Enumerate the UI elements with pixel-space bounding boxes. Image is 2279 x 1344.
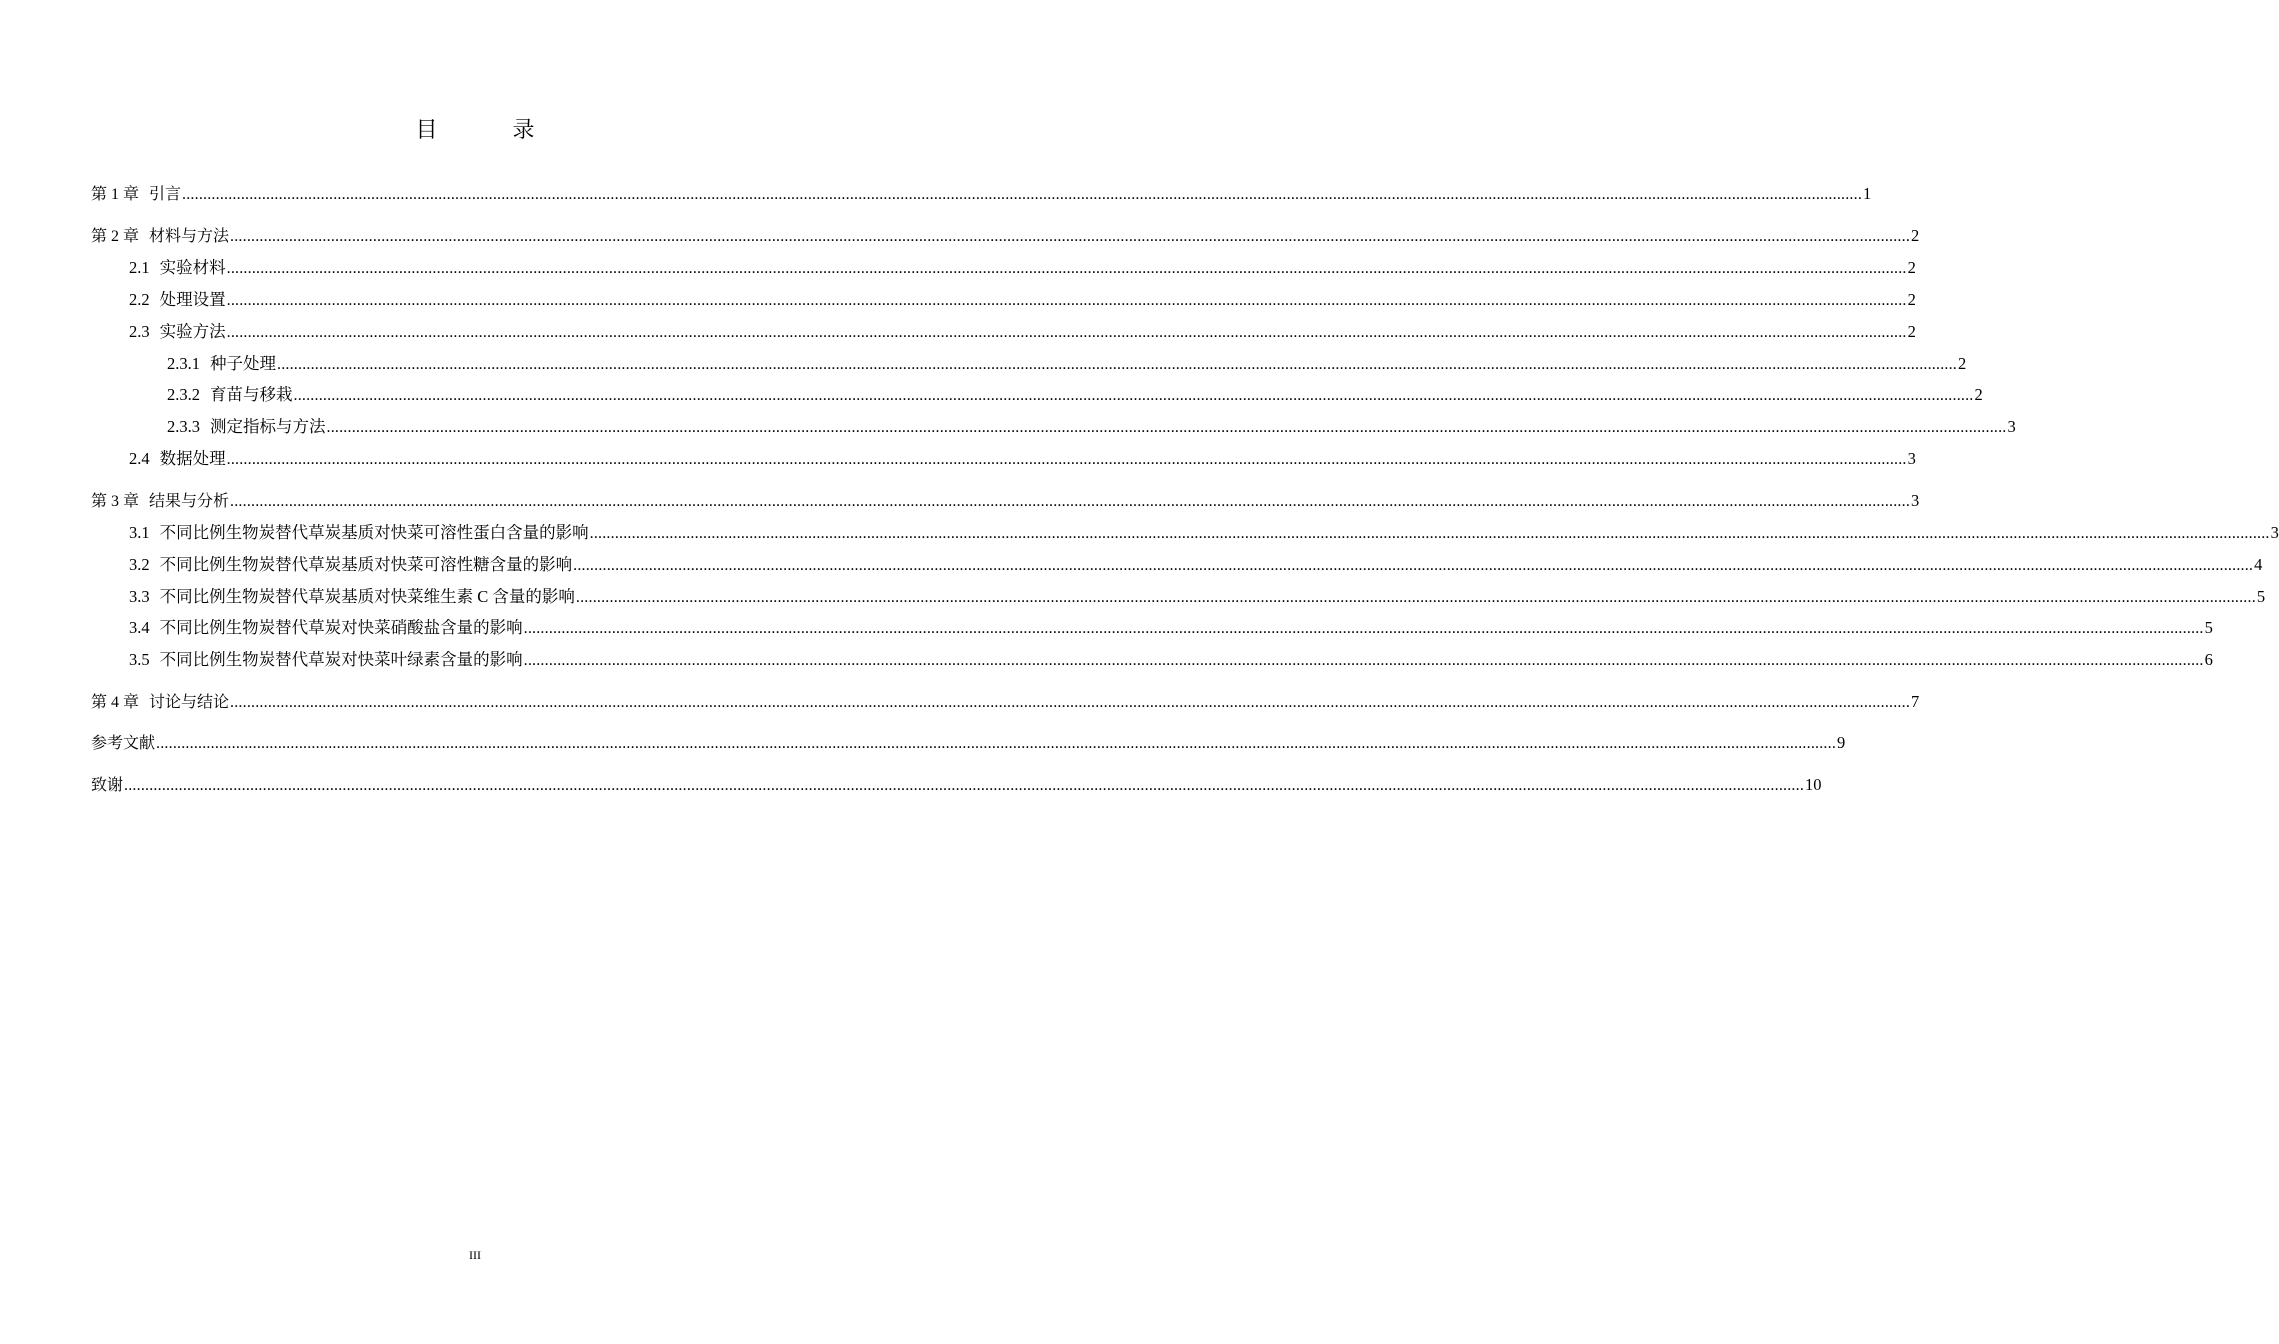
toc-dot-leader: ................................................................................................................................................................................................................................................................................................................................................................................................................	[293, 387, 1974, 404]
toc-entry-title: 材料与方法	[149, 226, 230, 245]
toc-dot-leader: ................................................................................................................................................................................................................................................................................................................................................................................................................	[589, 525, 2270, 542]
toc-page-number: 10	[1805, 775, 1822, 794]
toc-entry-title: 实验材料	[159, 258, 226, 277]
toc-entry-text	[167, 415, 326, 439]
toc-dot-leader: ................................................................................................................................................................................................................................................................................................................................................................................................................	[277, 356, 1957, 373]
toc-entry-title: 不同比例生物炭替代草炭基质对快菜可溶性蛋白含量的影响	[159, 523, 589, 542]
toc-entry-text	[167, 383, 293, 407]
toc-entry-text	[91, 224, 229, 249]
toc-entry[interactable]	[129, 616, 2213, 640]
toc-dot-leader: ................................................................................................................................................................................................................................................................................................................................................................................................................	[523, 652, 2204, 669]
toc-entry-text	[91, 489, 229, 514]
toc-entry-number: 2.3.2	[167, 385, 200, 404]
toc-entry-text	[129, 521, 589, 545]
toc-page-number: 6	[2204, 650, 2213, 669]
toc-entry[interactable]	[129, 288, 1916, 312]
toc-entry[interactable]	[129, 585, 2266, 609]
toc-dot-leader: ................................................................................................................................................................................................................................................................................................................................................................................................................	[226, 451, 1907, 468]
toc-page-number: 5	[2256, 587, 2266, 606]
toc-entry[interactable]	[91, 731, 1846, 755]
toc-page-number: 2	[1907, 258, 1916, 277]
toc-entry-text	[129, 320, 226, 344]
toc-entry-title: 参考文献	[91, 733, 156, 752]
toc-dot-leader: ................................................................................................................................................................................................................................................................................................................................................................................................................	[230, 228, 1911, 245]
toc-entry-number: 3.5	[129, 650, 150, 669]
toc-heading: 目 录	[415, 118, 569, 143]
toc-page-number: 2	[1907, 290, 1916, 309]
toc-entry-title: 处理设置	[159, 290, 226, 309]
toc-dot-leader: ................................................................................................................................................................................................................................................................................................................................................................................................................	[230, 694, 1911, 711]
toc-entry[interactable]	[129, 256, 1916, 280]
toc-page-number: 9	[1837, 733, 1846, 752]
toc-entry[interactable]	[91, 224, 1920, 248]
toc-page-number: 2	[1974, 385, 1983, 404]
toc-entry-number: 2.3	[129, 322, 150, 341]
toc-dot-leader: ................................................................................................................................................................................................................................................................................................................................................................................................................	[124, 777, 1805, 794]
toc-entry-text	[129, 447, 226, 471]
toc-entry-text	[91, 182, 181, 207]
toc-page-number: 2	[1911, 226, 1920, 245]
toc-entry-text	[129, 256, 226, 280]
toc-entry-title: 不同比例生物炭替代草炭对快菜硝酸盐含量的影响	[159, 618, 523, 637]
toc-entry-text	[129, 616, 523, 640]
toc-entry[interactable]	[129, 521, 2279, 545]
toc-entry[interactable]	[91, 182, 1872, 206]
toc-entry-title: 引言	[149, 184, 182, 203]
toc-entry-number: 第 4 章	[91, 694, 140, 711]
toc-entry[interactable]	[91, 489, 1920, 513]
toc-entry-title: 致谢	[91, 775, 124, 794]
toc-entry-title: 结果与分析	[149, 491, 230, 510]
toc-entry-number: 3.4	[129, 618, 150, 637]
toc-dot-leader: ................................................................................................................................................................................................................................................................................................................................................................................................................	[573, 557, 2254, 574]
toc-entry[interactable]	[167, 383, 1983, 407]
toc-entry-text	[91, 690, 229, 715]
toc-entry-title: 不同比例生物炭替代草炭基质对快菜可溶性糖含量的影响	[159, 555, 573, 574]
toc-dot-leader: ................................................................................................................................................................................................................................................................................................................................................................................................................	[182, 186, 1863, 203]
toc-dot-leader: ................................................................................................................................................................................................................................................................................................................................................................................................................	[575, 589, 2256, 606]
toc-entry-number: 第 2 章	[91, 228, 140, 245]
toc-page-number: 7	[1911, 692, 1920, 711]
toc-page-number: 1	[1863, 184, 1872, 203]
toc-entry-title: 讨论与结论	[149, 692, 230, 711]
toc-entry-text	[167, 352, 276, 376]
toc-dot-leader: ................................................................................................................................................................................................................................................................................................................................................................................................................	[226, 324, 1907, 341]
toc-dot-leader: ................................................................................................................................................................................................................................................................................................................................................................................................................	[156, 735, 1837, 752]
toc-entry[interactable]	[129, 320, 1916, 344]
toc-dot-leader: ................................................................................................................................................................................................................................................................................................................................................................................................................	[326, 419, 2007, 436]
toc-entry[interactable]	[129, 447, 1916, 471]
toc-entry-text	[129, 288, 226, 312]
toc-page-number: 3	[2007, 417, 2016, 436]
toc-page-number: 4	[2254, 555, 2263, 574]
toc-page-number: 3	[1911, 491, 1920, 510]
toc-entry-number: 2.4	[129, 449, 150, 468]
toc-entry-text	[91, 773, 123, 797]
toc-entry-title: 实验方法	[159, 322, 226, 341]
toc-dot-leader: ................................................................................................................................................................................................................................................................................................................................................................................................................	[226, 292, 1907, 309]
toc-entry-text	[129, 585, 575, 609]
toc-entry[interactable]	[167, 352, 1967, 376]
page-number-footer: III	[469, 1248, 481, 1262]
toc-entry[interactable]	[129, 553, 2263, 577]
toc-entry-number: 2.3.1	[167, 354, 200, 373]
toc-entry[interactable]	[167, 415, 2016, 439]
toc-entry-text	[129, 553, 572, 577]
toc-entry-title: 数据处理	[159, 449, 226, 468]
toc-entry-title: 测定指标与方法	[210, 417, 326, 436]
toc-dot-leader: ................................................................................................................................................................................................................................................................................................................................................................................................................	[230, 493, 1911, 510]
toc-entry[interactable]	[91, 690, 1920, 714]
toc-entry-number: 3.2	[129, 555, 150, 574]
toc-entry-number: 第 3 章	[91, 493, 140, 510]
toc-entry-text	[91, 731, 155, 755]
toc-entry-number: 2.3.3	[167, 417, 200, 436]
toc-entry[interactable]	[91, 773, 1822, 797]
toc-dot-leader: ................................................................................................................................................................................................................................................................................................................................................................................................................	[226, 260, 1907, 277]
toc-page-number: 2	[1907, 322, 1916, 341]
toc-page-number: 5	[2204, 618, 2213, 637]
toc-entry-number: 3.3	[129, 587, 150, 606]
toc-entry-number: 3.1	[129, 523, 150, 542]
toc-entry-title: 种子处理	[210, 354, 276, 373]
toc-entry-title: 不同比例生物炭替代草炭基质对快菜维生素 C 含量的影响	[159, 587, 575, 606]
toc-entry-number: 2.2	[129, 290, 150, 309]
toc-entry-title: 育苗与移栽	[210, 385, 293, 404]
toc-entry-number: 第 1 章	[91, 186, 140, 203]
toc-page-number: 2	[1958, 354, 1967, 373]
toc-dot-leader: ................................................................................................................................................................................................................................................................................................................................................................................................................	[523, 620, 2204, 637]
toc-page-number: 3	[1907, 449, 1916, 468]
toc-entry[interactable]	[129, 648, 2213, 672]
toc-entry-text	[129, 648, 523, 672]
toc-page-number: 3	[2270, 523, 2279, 542]
toc-entry-title: 不同比例生物炭替代草炭对快菜叶绿素含量的影响	[159, 650, 523, 669]
toc-entry-number: 2.1	[129, 258, 150, 277]
